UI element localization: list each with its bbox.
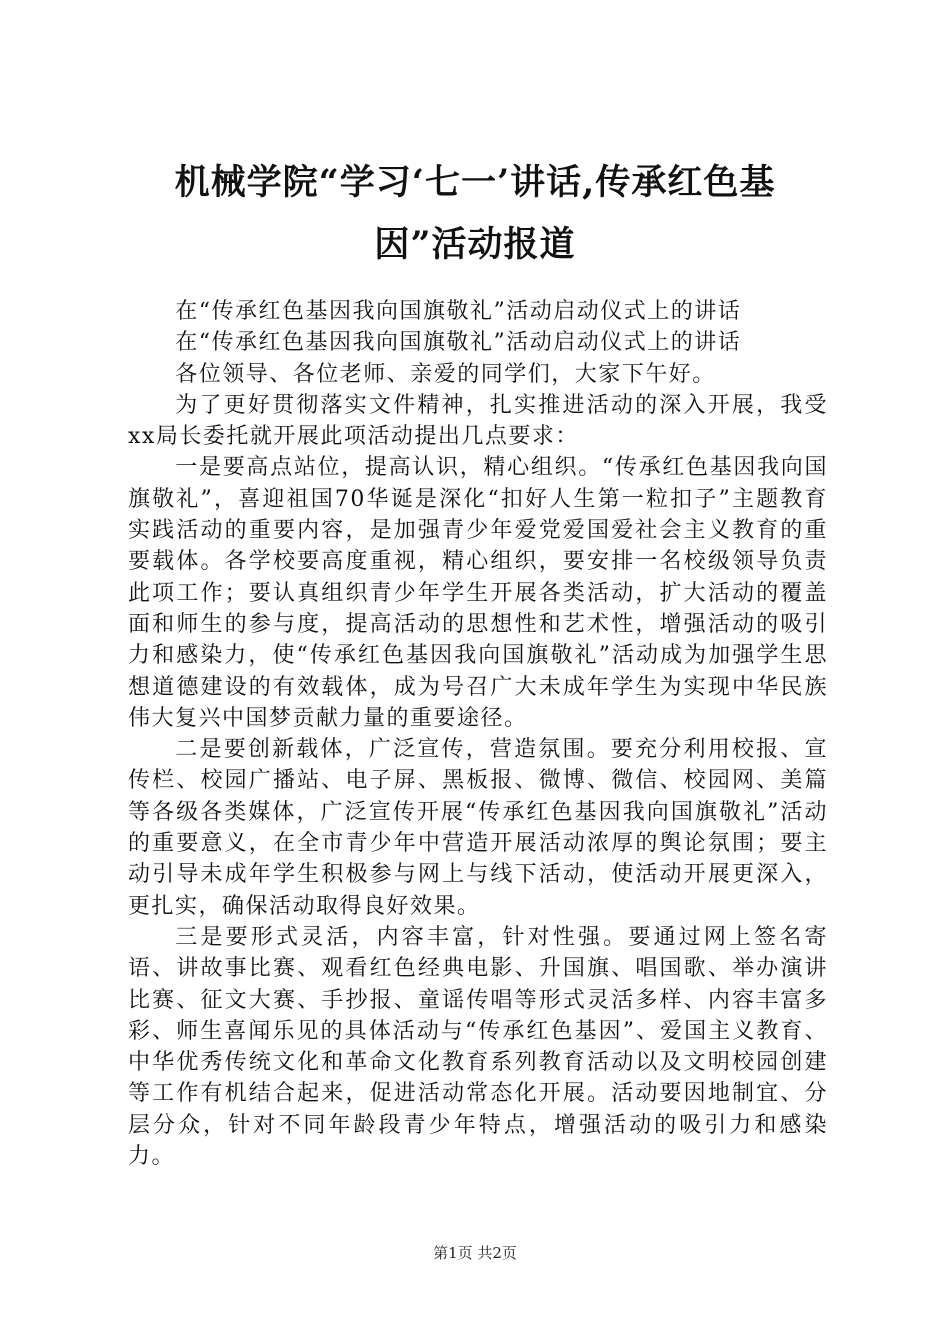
page-footer: 第1页 共2页 [433, 1244, 517, 1262]
paragraph-intro: 为了更好贯彻落实文件精神，扎实推进活动的深入开展，我受xx局长委托就开展此项活动提出几点要求： [128, 392, 828, 450]
document-body [128, 296, 828, 1172]
paragraph-point-three: 三是要形式灵活，内容丰富，针对性强。要通过网上签名寄语、讲故事比赛、观看红色经典电影、升国旗、唱国歌、举办演讲比赛、征文大赛、手抄报、童谣传唱等形式灵活多样、内容丰富多彩、师生喜闻乐见的具体活动与“传承红色基因”、爱国主义教育、中华优秀传统文化和革命文化教育系列教育活动以及文明校园创建等工作有机结合起来，促进活动常态化开展。活动要因地制宜、分层分众，针对不同年龄段青少年特点，增强活动的吸引力和感染力。 [128, 924, 828, 1170]
paragraph-point-two: 二是要创新载体，广泛宣传，营造氛围。要充分利用校报、宣传栏、校园广播站、电子屏、黑板报、微博、微信、校园网、美篇等各级各类媒体，广泛宣传开展“传承红色基因我向国旗敬礼”活动的重要意义，在全市青少年中营造开展活动浓厚的舆论氛围；要主动引导未成年学生积极参与网上与线下活动，使活动开展更深入，更扎实，确保活动取得良好效果。 [128, 737, 828, 919]
paragraph-speech-title-repeat: 在“传承红色基因我向国旗敬礼”活动启动仪式上的讲话 [175, 330, 742, 356]
paragraph-point-one: 一是要高点站位，提高认识，精心组织。“传承红色基因我向国旗敬礼”，喜迎祖国70华诞是深化“扣好人生第一粒扣子”主题教育实践活动的重要内容，是加强青少年爱党爱国爱社会主义教育的重要载体。各学校要高度重视，精心组织，要安排一名校级领导负责此项工作；要认真组织青少年学生开展各类活动，扩大活动的覆盖面和师生的参与度，提高活动的思想性和艺术性，增强活动的吸引力和感染力，使“传承红色基因我向国旗敬礼”活动成为加强学生思想道德建设的有效载体，成为号召广大未成年学生为实现中华民族伟大复兴中国梦贡献力量的重要途径。 [128, 455, 828, 731]
paragraph-speech-title: 在“传承红色基因我向国旗敬礼”活动启动仪式上的讲话 [175, 299, 742, 324]
title-line-2: 因”活动报道 [374, 224, 576, 265]
title-line-1: 机械学院“学习‘七一’讲话,传承红色基 [174, 162, 776, 203]
document-title [110, 152, 840, 276]
paragraph-greeting: 各位领导、各位老师、亲爱的同学们，大家下午好。 [175, 361, 716, 387]
